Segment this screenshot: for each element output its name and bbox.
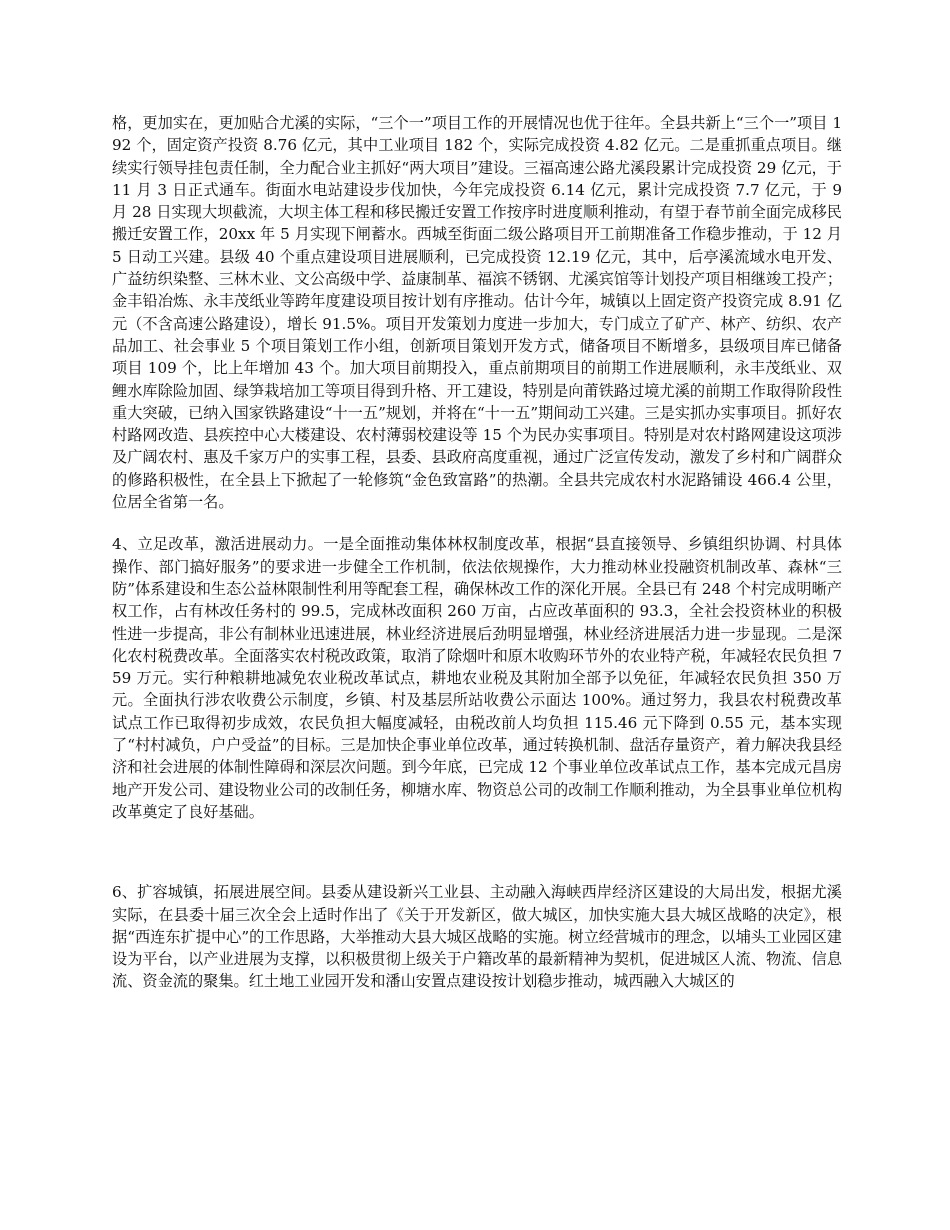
document-body	[112, 112, 847, 993]
paragraph-reform: 4、立足改革，激活进展动力。一是全面推动集体林权制度改革，根据“县直接领导、乡镇组织协调、村具体操作、部门搞好服务”的要求进一步健全工作机制，依法依规操作，大力推动林业投融资机制改革、森林“三防”体系建设和生态公益林限制性利用等配套工程，确保林改工作的深化开展。全县已有 248 个村完成明晰产权工作，占有林改任务村的 99.5，完成林改面积 260 万亩，占应改革面积的 93.3，全社会投资林业的积极性进一步提高，非公有制林业迅速进展，林业经济进展后劲明显增强，林业经济进展活力进一步显现。二是深化农村税费改革。全面落实农村税改政策，取消了除烟叶和原木收购环节外的农业特产税，年减轻农民负担 759 万元。实行种粮耕地减免农业税改革试点，耕地农业税及其附加全部予以免征，年减轻农民负担 350 万元。全面执行涉农收费公示制度，乡镇、村及基层所站收费公示面达 100%。通过努力，我县农村税费改革试点工作已取得初步成效，农民负担大幅度减轻，由税改前人均负担 115.46 元下降到 0.55 元，基本实现了“村村减负，户户受益”的目标。三是加快企事业单位改革，通过转换机制、盘活存量资产，着力解决我县经济和社会进展的体制性障碍和深层次问题。到今年底，已完成 12 个事业单位改革试点工作，基本完成元昌房地产开发公司、建设物业公司的改制任务，柳塘水库、物资总公司的改制工作顺利推动，为全县事业单位机构改革奠定了良好基础。	[112, 535, 842, 821]
paragraph-urban-expansion: 6、扩容城镇，拓展进展空间。县委从建设新兴工业县、主动融入海峡西岸经济区建设的大局出发，根据尤溪实际，在县委十届三次全会上适时作出了《关于开发新区，做大城区，加快实施大县大城区战略的决定》，根据“西连东扩提中心”的工作思路，大举推动大县大城区战略的实施。树立经营城市的理念，以埔头工业园区建设为平台，以产业进展为支撑，以积极贯彻上级关于户籍改革的最新精神为契机，促进城区人流、物流、信息流、资金流的聚集。红土地工业园开发和潘山安置点建设按计划稳步推动，城西融入大城区的	[112, 883, 842, 991]
paragraph-projects: 格，更加实在，更加贴合尤溪的实际，“三个一”项目工作的开展情况也优于往年。全县共新上“三个一”项目 192 个，固定资产投资 8.76 亿元，其中工业项目 182 个，实际完成投资 4.82 亿元。二是重抓重点项目。继续实行领导挂包责任制，全力配合业主抓好“两大项目”建设。三福高速公路尤溪段累计完成投资 29 亿元，于 11 月 3 日正式通车。街面水电站建设步伐加快，今年完成投资 6.14 亿元，累计完成投资 7.7 亿元，于 9 月 28 日实现大坝截流，大坝主体工程和移民搬迁安置工作按序时进度顺利推动，有望于春节前全面完成移民搬迁安置工作，20xx 年 5 月实现下闸蓄水。西城至街面二级公路项目开工前期准备工作稳步推动，于 12 月 5 日动工兴建。县级 40 个重点建设项目进展顺利，已完成投资 12.19 亿元，其中，后亭溪流域水电开发、广益纺织染整、三林木业、文公高级中学、益康制革、福滨不锈钢、尤溪宾馆等计划投产项目相继竣工投产；金丰铅冶炼、永丰茂纸业等跨年度建设项目按计划有序推动。估计今年，城镇以上固定资产投资完成 8.91 亿元（不含高速公路建设），增长 91.5%。项目开发策划力度进一步加大，专门成立了矿产、林产、纺织、农产品加工、社会事业 5 个项目策划工作小组，创新项目策划开发方式，储备项目不断增多，县级项目库已储备项目 109 个，比上年增加 43 个。加大项目前期投入，重点前期项目的前期工作进展顺利，永丰茂纸业、双鲤水库除险加固、绿笋栽培加工等项目得到升格、开工建设，特别是向莆铁路过境尤溪的前期工作取得阶段性重大突破，已纳入国家铁路建设“十一五”规划，并将在“十一五”期间动工兴建。三是实抓办实事项目。抓好农村路网改造、县疾控中心大楼建设、农村薄弱校建设等 15 个为民办实事项目。特别是对农村路网建设这项涉及广阔农村、惠及千家万户的实事工程，县委、县政府高度重视，通过广泛宣传发动，激发了乡村和广阔群众的修路积极性，在全县上下掀起了一轮修筑“金色致富路”的热潮。全县共完成农村水泥路铺设 466.4 公里，位居全省第一名。	[112, 114, 847, 512]
